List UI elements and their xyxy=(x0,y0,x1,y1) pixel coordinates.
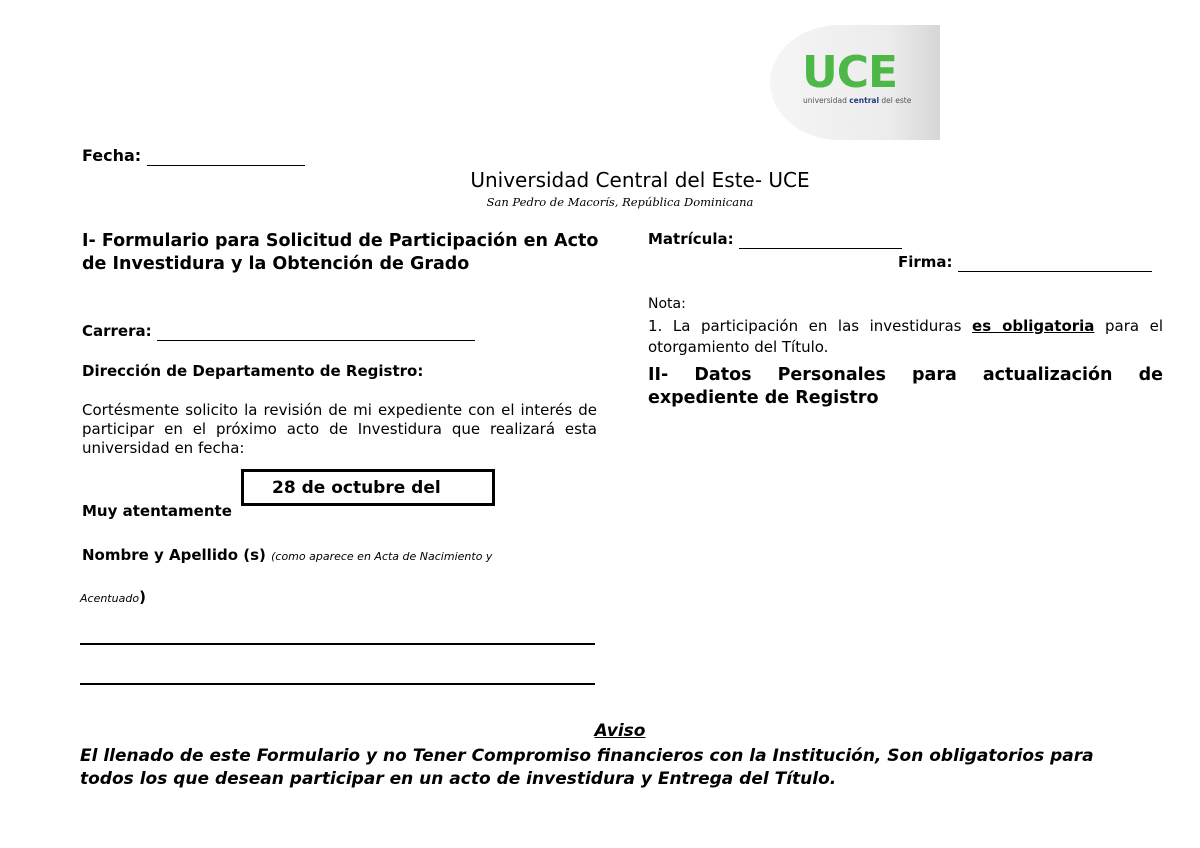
nota-text: 1. La participación en las investiduras es obligatoria para el otorgamiento del Título. xyxy=(648,317,1163,356)
carrera-blank[interactable] xyxy=(157,322,475,341)
section2-title: II- Datos Personales para actualización de expediente de Registro xyxy=(648,365,1163,408)
name-label: Nombre y Apellido (s) (como aparece en Acta de Nacimiento y xyxy=(82,546,493,564)
firma-label: Firma: xyxy=(898,253,953,271)
matricula-field xyxy=(648,230,902,249)
carrera-label: Carrera: xyxy=(82,322,152,340)
uce-logo xyxy=(770,25,940,140)
firma-field xyxy=(898,253,1152,272)
obligatoria-text: es obligatoria xyxy=(972,317,1095,335)
name-note-cont: Acentuado) xyxy=(80,588,146,606)
carrera-field xyxy=(82,322,475,341)
fecha-field xyxy=(82,146,305,166)
investiture-date-box: 28 de octubre del xyxy=(241,469,495,506)
matricula-label: Matrícula: xyxy=(648,230,734,248)
direccion-heading: Dirección de Departamento de Registro: xyxy=(82,362,424,380)
name-note: (como aparece en Acta de Nacimiento y xyxy=(271,550,493,563)
closing-text: Muy atentamente xyxy=(82,502,232,520)
fecha-label: Fecha: xyxy=(82,146,142,165)
logo-brand: UCE xyxy=(802,47,898,98)
nota-label: Nota: xyxy=(648,296,686,312)
aviso-text: El llenado de este Formulario y no Tener Compromiso financieros con la Institución, Son obligatorios para todos los que desean participar en un acto de investidura y Entrega del Título. xyxy=(80,746,1094,789)
firma-blank[interactable] xyxy=(958,253,1152,272)
matricula-blank[interactable] xyxy=(739,230,902,249)
university-location: San Pedro de Macorís, República Dominicana xyxy=(486,195,754,209)
name-line-2[interactable] xyxy=(80,683,595,685)
fecha-blank[interactable] xyxy=(147,146,305,166)
aviso-title: Aviso xyxy=(594,721,646,741)
name-line-1[interactable] xyxy=(80,643,595,645)
request-text: Cortésmente solicito la revisión de mi expediente con el interés de participar en el próximo acto de Investidura que realizará esta universidad en fecha: xyxy=(82,401,597,457)
form-title: I- Formulario para Solicitud de Participación en Acto de Investidura y la Obtención de Grado xyxy=(82,231,599,274)
logo-tagline: universidad central del este xyxy=(803,96,912,105)
university-title: Universidad Central del Este- UCE xyxy=(470,168,810,192)
